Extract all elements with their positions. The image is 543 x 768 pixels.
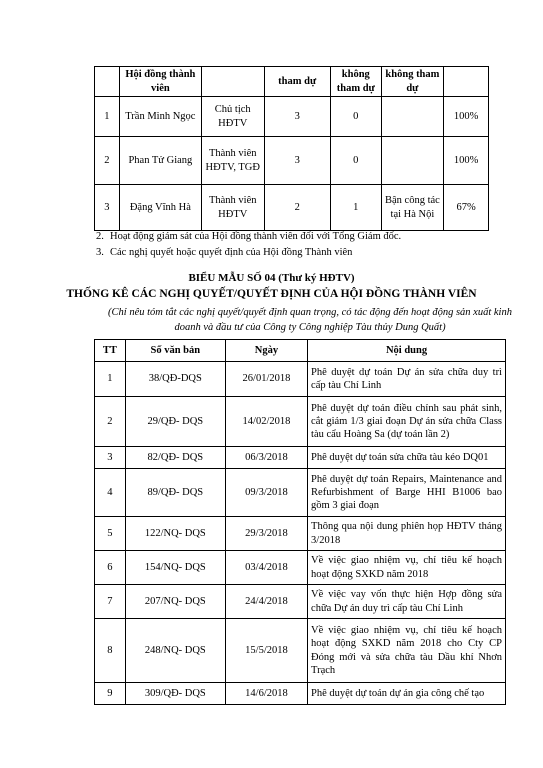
doc-number: 38/QĐ-DQS	[125, 362, 225, 397]
doc-date: 06/3/2018	[225, 447, 307, 469]
list-item	[96, 245, 401, 261]
member-name: Trần Minh Ngọc	[119, 97, 201, 137]
row-tt: 8	[95, 619, 126, 683]
absent-count: 1	[330, 185, 381, 231]
header-cell: Ngày	[225, 340, 307, 362]
doc-content: Về việc giao nhiệm vụ, chỉ tiêu kế hoạch hoạt động SXKD năm 2018 cho Cty CP Đóng mới và sửa chữa tàu Dầu khí Nhơn Trạch	[308, 619, 506, 683]
doc-date: 14/02/2018	[225, 397, 307, 447]
doc-number: 89/QĐ- DQS	[125, 469, 225, 517]
table-row	[95, 447, 506, 469]
table-row	[95, 585, 506, 619]
row-tt: 1	[95, 362, 126, 397]
row-tt: 5	[95, 517, 126, 551]
header-cell: Nội dung	[308, 340, 506, 362]
list-number: 2.	[96, 231, 104, 242]
absent-count: 0	[330, 137, 381, 185]
table-header-row	[95, 67, 489, 97]
doc-content: Về việc giao nhiệm vụ, chỉ tiêu kế hoạch hoạt động SXKD năm 2018	[308, 551, 506, 585]
table-row	[95, 362, 506, 397]
table-row	[95, 551, 506, 585]
attend-count: 3	[264, 137, 330, 185]
header-cell: tham dự	[264, 67, 330, 97]
attendance-table	[94, 66, 489, 231]
row-tt: 9	[95, 683, 126, 705]
doc-content: Phê duyệt dự toán Repairs, Maintenance and Refurbishment of Barge HHI B1006 bao gồm 3 giai đoạn	[308, 469, 506, 517]
doc-number: 309/QĐ- DQS	[125, 683, 225, 705]
table-row	[95, 185, 489, 231]
row-number: 1	[95, 97, 120, 137]
attend-rate: 100%	[444, 137, 489, 185]
header-cell: không tham dự	[330, 67, 381, 97]
doc-date: 26/01/2018	[225, 362, 307, 397]
header-cell: không tham dự	[381, 67, 444, 97]
row-tt: 6	[95, 551, 126, 585]
member-role: Chủ tịch HĐTV	[201, 97, 264, 137]
table-header-row	[95, 340, 506, 362]
member-role: Thành viên HĐTV	[201, 185, 264, 231]
row-number: 3	[95, 185, 120, 231]
table-row	[95, 137, 489, 185]
form-code: BIỂU MẪU SỐ 04 (Thư ký HĐTV)	[188, 272, 355, 284]
header-cell	[201, 67, 264, 97]
doc-date: 29/3/2018	[225, 517, 307, 551]
header-cell: Hội đồng thành viên	[119, 67, 201, 97]
row-number: 2	[95, 137, 120, 185]
doc-number: 122/NQ- DQS	[125, 517, 225, 551]
attend-rate: 100%	[444, 97, 489, 137]
doc-date: 03/4/2018	[225, 551, 307, 585]
doc-content: Phê duyệt dự toán sửa chữa tàu kéo DQ01	[308, 447, 506, 469]
table-row	[95, 683, 506, 705]
form-title: THỐNG KÊ CÁC NGHỊ QUYẾT/QUYẾT ĐỊNH CỦA HỘI ĐỒNG THÀNH VIÊN	[66, 288, 477, 300]
doc-number: 248/NQ- DQS	[125, 619, 225, 683]
doc-number: 207/NQ- DQS	[125, 585, 225, 619]
list-item	[96, 229, 402, 245]
table-row	[95, 469, 506, 517]
doc-date: 24/4/2018	[225, 585, 307, 619]
list-text: Hoạt động giám sát của Hội đồng thành viên đối với Tổng Giám đốc.	[110, 231, 402, 242]
member-name: Đặng Vĩnh Hà	[119, 185, 201, 231]
list-number: 3.	[96, 247, 104, 258]
absent-reason	[381, 137, 444, 185]
absent-reason	[381, 97, 444, 137]
table-row	[95, 97, 489, 137]
member-name: Phan Tử Giang	[119, 137, 201, 185]
header-cell	[95, 67, 120, 97]
doc-number: 154/NQ- DQS	[125, 551, 225, 585]
attend-rate: 67%	[444, 185, 489, 231]
table-row	[95, 397, 506, 447]
row-tt: 3	[95, 447, 126, 469]
doc-content: Phê duyệt dự toán dự án gia công chế tạo	[308, 683, 506, 705]
doc-date: 09/3/2018	[225, 469, 307, 517]
doc-date: 14/6/2018	[225, 683, 307, 705]
row-tt: 7	[95, 585, 126, 619]
list-text: Các nghị quyết hoặc quyết định của Hội đồng Thành viên	[110, 247, 353, 258]
row-tt: 4	[95, 469, 126, 517]
doc-number: 29/QĐ- DQS	[125, 397, 225, 447]
doc-date: 15/5/2018	[225, 619, 307, 683]
doc-content: Thông qua nội dung phiên họp HĐTV tháng 3/2018	[308, 517, 506, 551]
doc-content: Phê duyệt dự toán Dự án sửa chữa duy trì cấp tàu Chí Linh	[308, 362, 506, 397]
form-note: (Chỉ nêu tóm tắt các nghị quyết/quyết định quan trọng, có tác động đến hoạt động sản xuất kinh doanh và đầu tư của Công ty Công nghiệp Tàu thủy Dung Quất)	[108, 307, 512, 333]
resolutions-table	[94, 339, 506, 705]
header-cell	[444, 67, 489, 97]
row-tt: 2	[95, 397, 126, 447]
doc-content: Về việc vay vốn thực hiện Hợp đồng sửa chữa Dự án duy trì cấp tàu Chí Linh	[308, 585, 506, 619]
header-cell: TT	[95, 340, 126, 362]
doc-number: 82/QĐ- DQS	[125, 447, 225, 469]
table-row	[95, 619, 506, 683]
table-row	[95, 517, 506, 551]
absent-reason: Bận công tác tại Hà Nội	[381, 185, 444, 231]
attend-count: 2	[264, 185, 330, 231]
doc-content: Phê duyệt dự toán điều chỉnh sau phát sinh, cắt giảm 1/3 giai đoạn Dự án sửa chữa Class tàu cẩu Hoàng Sa (dự toán lần 2)	[308, 397, 506, 447]
numbered-list	[96, 229, 402, 261]
member-role: Thành viên HĐTV, TGĐ	[201, 137, 264, 185]
absent-count: 0	[330, 97, 381, 137]
attend-count: 3	[264, 97, 330, 137]
header-cell: Số văn bản	[125, 340, 225, 362]
